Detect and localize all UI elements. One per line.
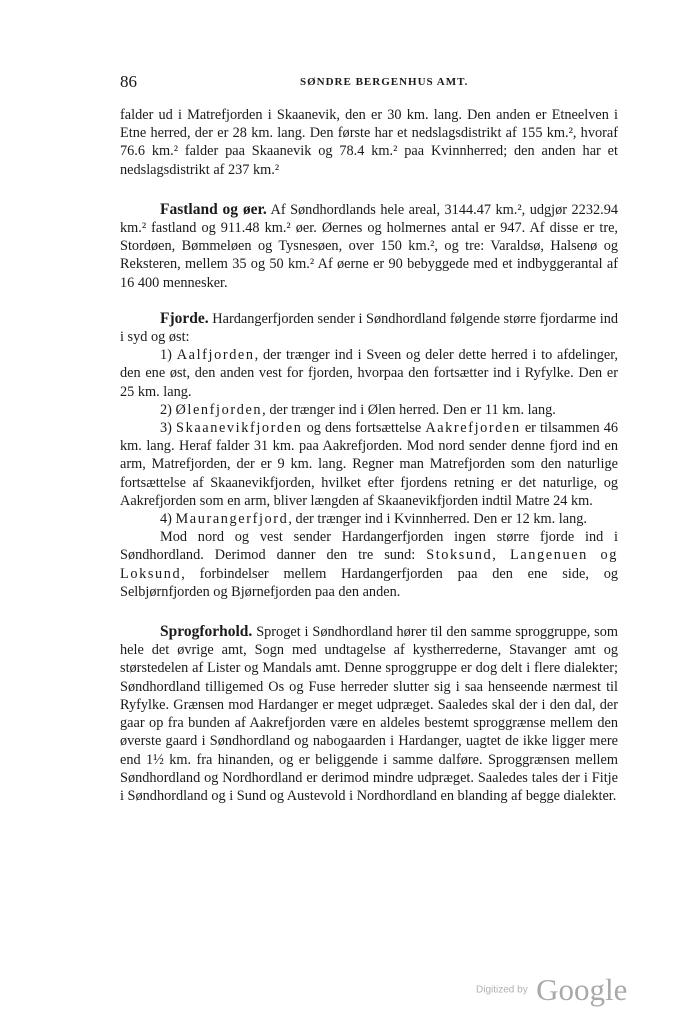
body-text: [120, 106, 618, 805]
running-title: SØNDRE BERGENHUS AMT.: [300, 76, 469, 88]
fjord-item-1: [120, 346, 618, 401]
fjord-text-2: er tilsammen 46 km. lang. Heraf falder 31 km. paa Aakrefjorden. Mod nord sender denne fjord ind en arm, Matrefjorden, der er 9 km. lang. Regner man Matrefjorden som den naturlige fortsættelse af Skaanevikfjorden, hvilket efter fjordens retning er det naturlige, og Aakrefjorden som en arm, bliver længden af Skaanevikfjorden indtil Matre 24 km.: [120, 420, 619, 509]
item-number: 1): [160, 347, 177, 364]
watermark-small-text: Digitized by: [476, 984, 528, 996]
fjord-text: , der trænger ind i Sveen og deler dette herred i to afdelinger, den ene øst, den anden vest for fjorden, hvorpaa den fortsætter ind i Ryfylke. Den er 25 km. lang.: [120, 347, 619, 400]
fjord-text: , der trænger ind i Ølen herred. Den er 11 km. lang.: [262, 401, 556, 418]
item-number: 2): [160, 401, 176, 418]
sprog-text: Sproget i Søndhordland hører til den samme sproggruppe, som hele det øvrige amt, Sogn med undtagelse af kystherrederne, Stavanger amt og størstedelen af Lister og Mandals amt. Denne sproggruppe er dog delt i flere dialekter; Søndhordland tilligemed Os og Fuse herreder slutter sig i saa henseende nærmest til Ryfylke. Grænsen mod Hardanger er meget udpræget. Saaledes skal der i den dal, der gaar op fra bunden af Aakrefjorden være en aldeles bestemt sproggrænse mellem den øverste gaard i Søndhordland og nabogaarden i Hardanger, uagtet de ikke ligger mere end 1½ km. fra hinanden, og er beliggende i samme dalføre. Sproggrænsen mellem Søndhordland og Nordhordland er derimod mindre udpræget. Saaledes tales der i Fitje i Søndhordland og i Sund og Austevold i Nordhordland en blanding af begge dialekter.: [120, 624, 618, 804]
paragraph-fastland: [120, 201, 618, 292]
paragraph-sund: [120, 528, 618, 601]
fjord-text: , der trænger ind i Kvinnherred. Den er 12 km. lang.: [288, 511, 587, 528]
fjord-item-3: [120, 419, 618, 510]
fjord-name: Aalfjorden: [176, 347, 255, 364]
fjord-name: Skaanevikfjorden: [176, 420, 303, 437]
sund-text: Mod nord og vest sender Hardangerfjorden ingen større fjorde ind i Søndhordland. Derimod danner den tre sund:: [120, 529, 618, 564]
sund-text-2: , forbindelser mellem Hardangerfjorden paa den ene side, og Selbjørnfjorden og Bjørnefjorden paa den anden.: [120, 565, 618, 600]
page-header: [120, 72, 618, 96]
paragraph-sprogforhold: [120, 623, 618, 805]
fjord-item-2: [120, 401, 618, 419]
book-page: [120, 72, 618, 805]
sund-names: Stoksund, Langenuen og Loksund: [120, 547, 618, 582]
section-heading-sprogforhold: Sprogforhold.: [160, 623, 253, 641]
fjord-text: og dens fortsættelse: [302, 420, 426, 437]
fjord-name: Maurangerfjord: [175, 511, 289, 528]
fastland-text: Af Søndhordlands hele areal, 3144.47 km.², udgjør 2232.94 km.² fastland og 911.48 km.² øer. Øernes og holmernes antal er 947. Af disse er tre, Stordøen, Bømmeløen og Tysnesøen, over 150 km.², og tre: Varaldsø, Halsenø og Reksteren, mellem 35 og 50 km.² Af øerne er 90 bebyggede med et indbyggerantal af 16 400 mennesker.: [120, 201, 618, 291]
item-number: 3): [160, 420, 177, 437]
fjorde-text: Hardangerfjorden sender i Søndhordland følgende større fjordarme ind i syd og øst:: [120, 310, 618, 346]
section-heading-fastland: Fastland og øer.: [160, 200, 267, 218]
watermark-logo-text: Google: [536, 972, 628, 1007]
fjord-name: Ølenfjorden: [175, 401, 263, 418]
fjord-item-4: [120, 510, 618, 528]
paragraph-fjorde: [120, 310, 618, 346]
page-number: 86: [120, 72, 137, 91]
fjord-name-2: Aakrefjorden: [425, 420, 521, 437]
section-heading-fjorde: Fjorde.: [160, 309, 209, 327]
item-number: 4): [160, 511, 176, 528]
paragraph-river-continuation: falder ud i Matrefjorden i Skaanevik, den er 30 km. lang. Den anden er Etneelven i Etne herred, der er 28 km. lang. Den første har et nedslagsdistrikt af 155 km.², hvoraf 76.6 km.² falder paa Skaanevik og 78.4 km.² paa Kvinnherred; den anden har et nedslagsdistrikt af 237 km.²: [120, 107, 618, 178]
digitized-by-google-watermark: [476, 972, 627, 1008]
